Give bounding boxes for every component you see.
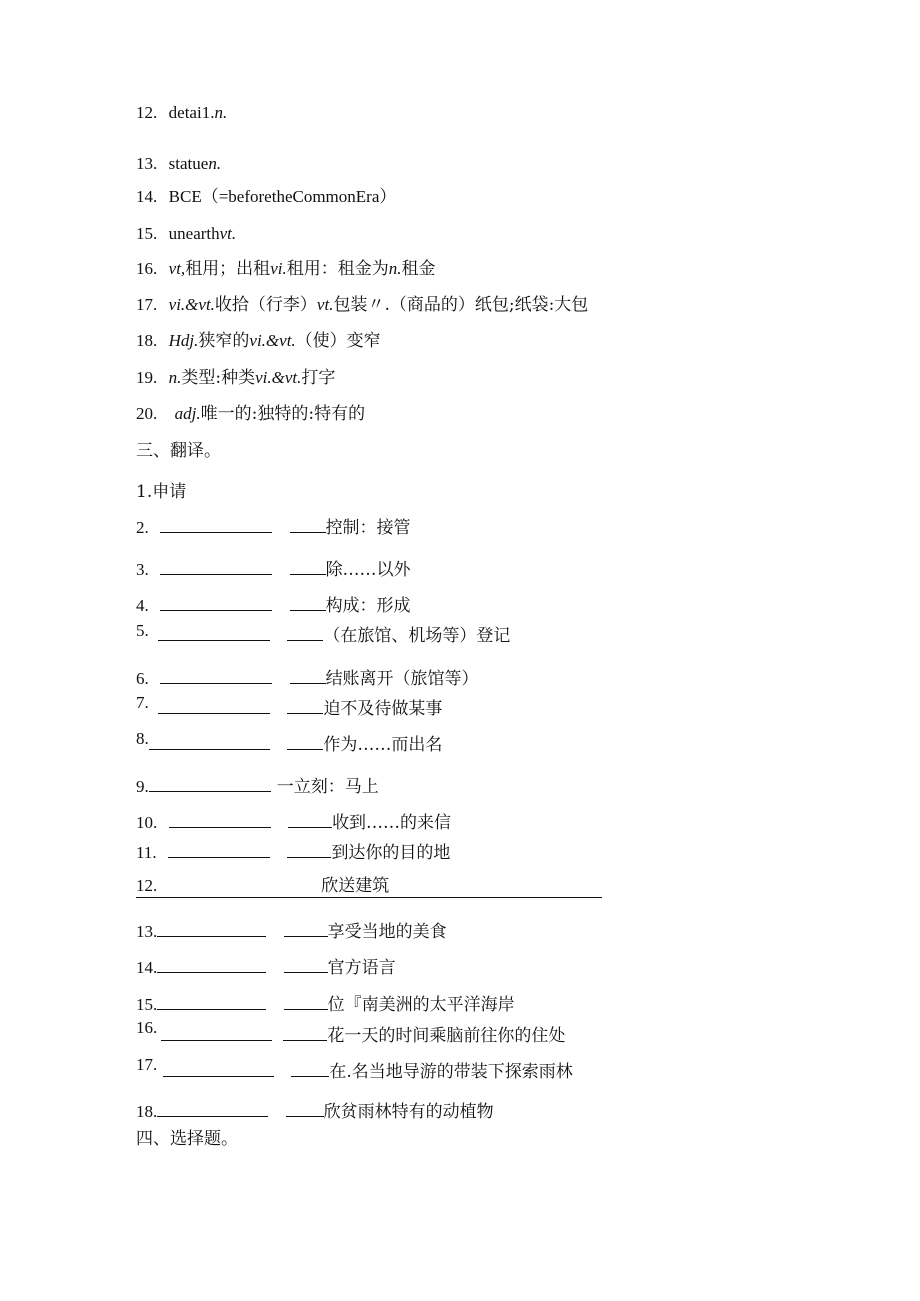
answer-blank[interactable] xyxy=(284,958,328,973)
vocab-item: 16. vt,租用；出租vi.租用：租金为n.租金 xyxy=(136,259,436,279)
translation-item: 2. 控制：接管 xyxy=(136,518,411,538)
answer-blank[interactable] xyxy=(161,1026,272,1041)
answer-blank[interactable] xyxy=(168,843,270,858)
section-heading: 四、选择题。 xyxy=(136,1129,238,1149)
translation-item: 12. 欣送建筑 xyxy=(136,876,390,896)
answer-blank[interactable] xyxy=(290,560,326,575)
translation-answer-line: （在旅馆、机场等）登记 xyxy=(158,626,510,646)
answer-blank[interactable] xyxy=(158,699,270,714)
vocab-item: 20. adj.唯一的:独特的:特有的 xyxy=(136,404,366,424)
translation-item: 10. 收到……的来信 xyxy=(136,813,452,833)
translation-answer-line: 迫不及待做某事 xyxy=(158,699,442,719)
vocab-item: 12. detai1.n. xyxy=(136,103,228,122)
vocab-item: 14. BCE（=beforetheCommonEra） xyxy=(136,187,397,206)
translation-item: 6. 结账离开（旅馆等） xyxy=(136,669,479,689)
translation-answer-line: 花一天的时间乘脑前往你的住处 xyxy=(161,1026,565,1046)
section-heading: 三、翻译。 xyxy=(136,441,221,461)
translation-answer-line: 在.名当地导游的带装下探索雨林 xyxy=(163,1062,573,1082)
answer-blank[interactable] xyxy=(158,626,270,641)
translation-item: 17. xyxy=(136,1055,158,1074)
answer-blank[interactable] xyxy=(149,777,271,792)
answer-blank[interactable] xyxy=(157,995,266,1010)
answer-blank[interactable] xyxy=(288,813,332,828)
answer-blank[interactable] xyxy=(160,518,272,533)
answer-blank[interactable] xyxy=(290,669,326,684)
translation-item: 9. 一立刻：马上 xyxy=(136,777,379,797)
answer-blank[interactable] xyxy=(157,1102,268,1117)
answer-blank[interactable] xyxy=(290,518,326,533)
answer-blank[interactable] xyxy=(149,735,270,750)
answer-blank[interactable] xyxy=(284,922,328,937)
answer-blank[interactable] xyxy=(290,596,326,611)
answer-blank[interactable] xyxy=(284,995,328,1010)
translation-item: 8. xyxy=(136,729,149,748)
answer-blank[interactable] xyxy=(286,1102,324,1117)
answer-blank[interactable] xyxy=(160,560,272,575)
answer-blank[interactable] xyxy=(291,1062,329,1077)
translation-item: 15. 位『南美洲的太平洋海岸 xyxy=(136,995,515,1015)
vocab-item: 15. unearthvt. xyxy=(136,224,237,243)
answer-blank[interactable] xyxy=(160,669,272,684)
answer-blank[interactable] xyxy=(283,1026,327,1041)
answer-blank[interactable] xyxy=(287,735,323,750)
translation-item: 7. xyxy=(136,693,149,712)
translation-item: 14. 官方语言 xyxy=(136,958,396,978)
translation-answer-line: 作为……而出名 xyxy=(149,735,442,755)
answer-blank[interactable] xyxy=(163,1062,274,1077)
translation-item: 16. xyxy=(136,1018,158,1037)
translation-item: 5. xyxy=(136,621,149,640)
translation-item: 13. 享受当地的美食 xyxy=(136,922,447,942)
translation-item: 18. 欣贫雨林特有的动植物 xyxy=(136,1102,494,1122)
vocab-item: 19. n.类型:种类vi.&vt.打字 xyxy=(136,368,336,388)
vocab-item: 18. Hdj.狭窄的vi.&vt.（使）变窄 xyxy=(136,331,381,351)
translation-item: 1.申请 xyxy=(136,482,187,502)
translation-item: 4. 构成：形成 xyxy=(136,596,411,616)
answer-blank[interactable] xyxy=(287,699,323,714)
answer-blank[interactable] xyxy=(157,922,266,937)
vocab-item: 17. vi.&vt.收拾（行李）vt.包装〃.（商品的）纸包;纸袋:大包 xyxy=(136,295,589,315)
answer-blank[interactable] xyxy=(157,958,266,973)
answer-blank[interactable] xyxy=(169,813,271,828)
translation-item: 3. 除……以外 xyxy=(136,560,411,580)
vocab-item: 13. statuen. xyxy=(136,154,222,173)
answer-blank[interactable] xyxy=(160,596,272,611)
answer-blank[interactable] xyxy=(287,843,331,858)
answer-rule[interactable] xyxy=(136,897,602,898)
answer-blank[interactable] xyxy=(287,626,323,641)
translation-item: 11. 到达你的目的地 xyxy=(136,843,451,863)
